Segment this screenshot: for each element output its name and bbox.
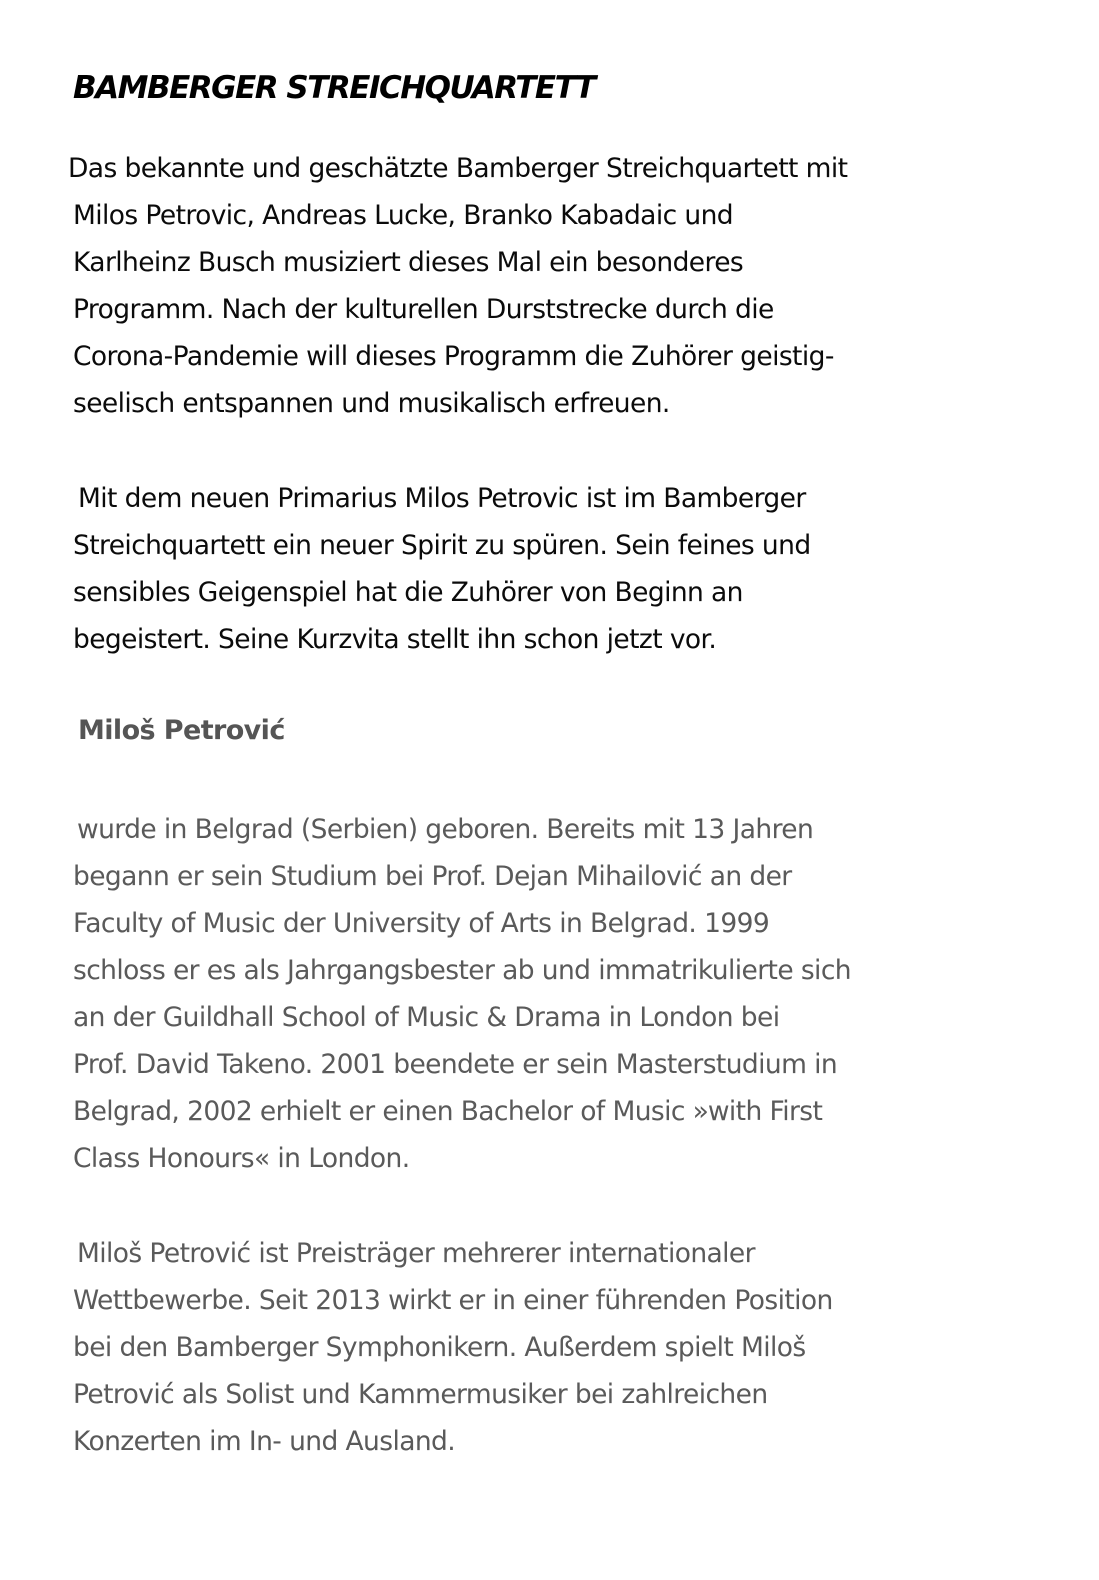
text-line: begeistert. Seine Kurzvita stellt ihn schon jetzt vor.	[73, 624, 717, 655]
text-line: Miloš Petrović ist Preisträger mehrerer internationaler	[77, 1238, 755, 1269]
text-line: Mit dem neuen Primarius Milos Petrovic ist im Bamberger	[78, 483, 806, 514]
text-line: sensibles Geigenspiel hat die Zuhörer von Beginn an	[73, 577, 743, 608]
text-line: Petrović als Solist und Kammermusiker bei zahlreichen	[73, 1379, 768, 1410]
text-line: Streichquartett ein neuer Spirit zu spüren. Sein feines und	[73, 530, 811, 561]
text-line: Konzerten im In- und Ausland.	[73, 1426, 456, 1457]
document-title: BAMBERGER STREICHQUARTETT	[73, 70, 595, 106]
text-line: Karlheinz Busch musiziert dieses Mal ein besonderes	[73, 247, 744, 278]
text-line: schloss er es als Jahrgangsbester ab und immatrikulierte sich	[73, 955, 851, 986]
text-line: Prof. David Takeno. 2001 beendete er sein Masterstudium in	[73, 1049, 838, 1080]
awards-paragraph	[73, 1230, 833, 1465]
bio-name-heading: Miloš Petrović	[78, 715, 285, 746]
text-line: begann er sein Studium bei Prof. Dejan Mihailović an der	[73, 861, 792, 892]
text-line: Class Honours« in London.	[73, 1143, 410, 1174]
text-line: seelisch entspannen und musikalisch erfreuen.	[73, 388, 670, 419]
intro-paragraph	[68, 145, 848, 427]
bio-paragraph	[73, 806, 851, 1182]
primarius-paragraph	[73, 475, 811, 663]
text-line: Belgrad, 2002 erhielt er einen Bachelor of Music »with First	[73, 1096, 823, 1127]
text-line: Programm. Nach der kulturellen Durststrecke durch die	[73, 294, 774, 325]
text-line: Faculty of Music der University of Arts in Belgrad. 1999	[73, 908, 770, 939]
text-line: an der Guildhall School of Music & Drama in London bei	[73, 1002, 780, 1033]
text-line: Das bekannte und geschätzte Bamberger Streichquartett mit	[68, 153, 848, 184]
text-line: bei den Bamberger Symphonikern. Außerdem spielt Miloš	[73, 1332, 806, 1363]
text-line: wurde in Belgrad (Serbien) geboren. Bereits mit 13 Jahren	[77, 814, 814, 845]
text-line: Milos Petrovic, Andreas Lucke, Branko Kabadaic und	[73, 200, 733, 231]
text-line: Corona-Pandemie will dieses Programm die Zuhörer geistig-	[73, 341, 834, 372]
text-line: Wettbewerbe. Seit 2013 wirkt er in einer führenden Position	[73, 1285, 833, 1316]
